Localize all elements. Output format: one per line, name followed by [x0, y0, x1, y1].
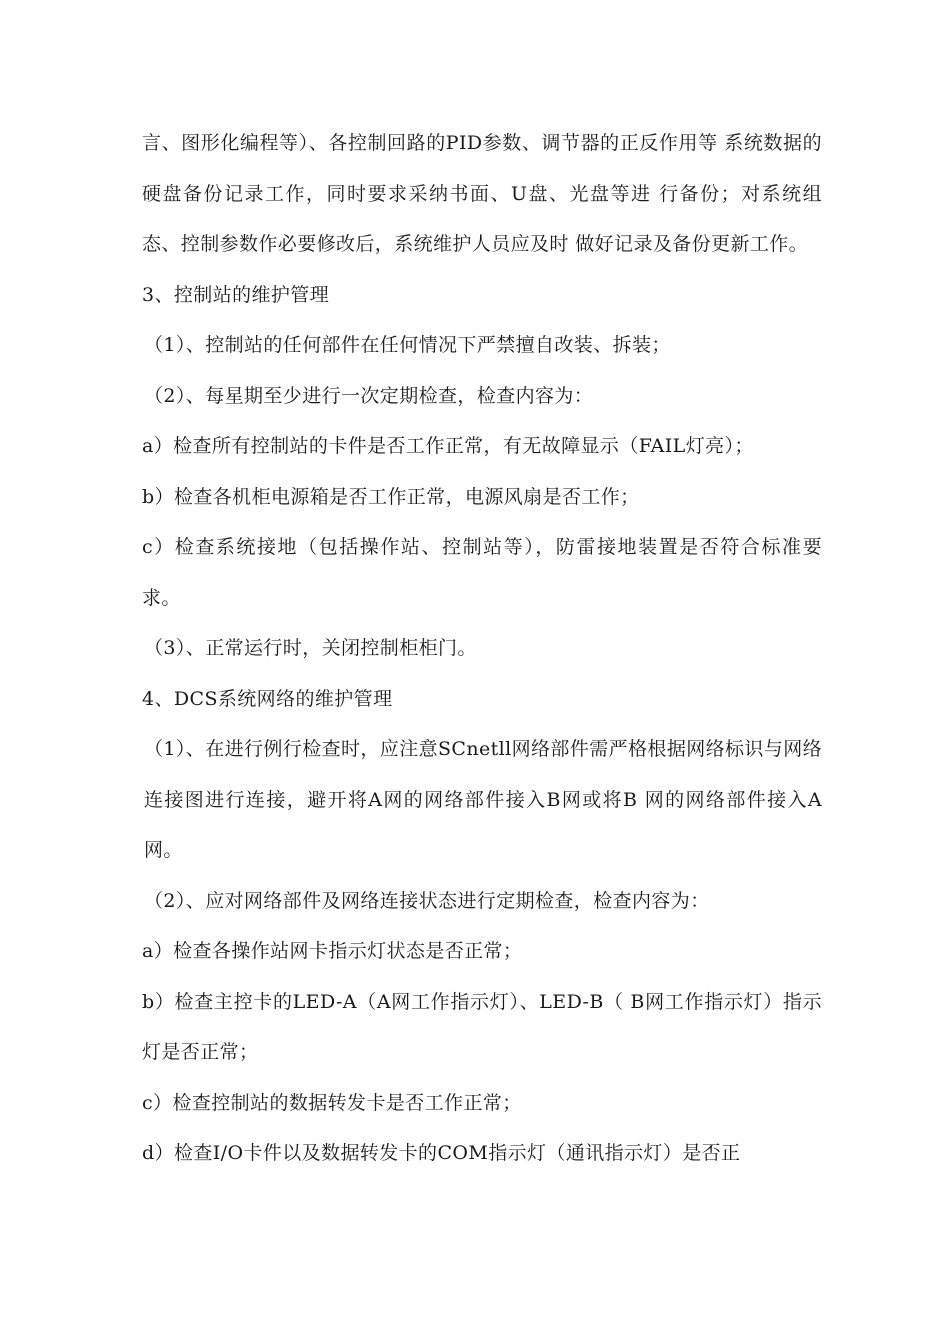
heading-control-station-maintenance: 3、控制站的维护管理	[142, 283, 330, 306]
list-item-network-periodic-check: （2）、应对网络部件及网络连接状态进行定期检查，检查内容为：	[144, 889, 710, 912]
list-item-no-modification: （1）、控制站的任何部件在任何情况下严禁擅自改装、拆装；	[144, 334, 671, 356]
sub-item-card-check: a）检查所有控制站的卡件是否工作正常，有无故障显示（FAIL灯亮）；	[142, 435, 754, 457]
list-item-network-connection: （1）、在进行例行检查时，应注意SCnetll网络部件需严格根据网络标识与网络连接图进行连接，避开将A网的网络部件接入B网或将B 网的网络部件接入A网。	[144, 738, 823, 861]
heading-network-maintenance: 4、DCS系统网络的维护管理	[142, 687, 393, 710]
sub-item-com-indicator: d）检查I/O卡件以及数据转发卡的COM指示灯（通讯指示灯）是否正	[142, 1142, 741, 1164]
document-body	[142, 118, 822, 1179]
sub-item-nic-indicator: a）检查各操作站网卡指示灯状态是否正常；	[142, 940, 523, 962]
sub-item-led-indicator: b）检查主控卡的LED-A（A网工作指示灯）、LED-B（ B网工作指示灯）指示灯是否正常；	[142, 990, 822, 1063]
sub-item-power-check: b）检查各机柜电源箱是否工作正常，电源风扇是否工作；	[142, 485, 640, 508]
sub-item-grounding-check: c）检查系统接地（包括操作站、控制站等），防雷接地装置是否符合标准要求。	[142, 536, 822, 609]
list-item-weekly-check: （2）、每星期至少进行一次定期检查，检查内容为：	[144, 384, 594, 407]
list-item-close-cabinet: （3）、正常运行时，关闭控制柜柜门。	[144, 637, 477, 659]
paragraph-backup-records: 言、图形化编程等）、各控制回路的PID参数、调节器的正反作用等 系统数据的硬盘备份记录工作，同时要求采纳书面、U盘、光盘等进 行备份；对系统组态、控制参数作必要修改后，系统维护人员应及时 做好记录及备份更新工作。	[142, 132, 822, 255]
sub-item-data-forwarding-card: c）检查控制站的数据转发卡是否工作正常；	[142, 1091, 522, 1114]
